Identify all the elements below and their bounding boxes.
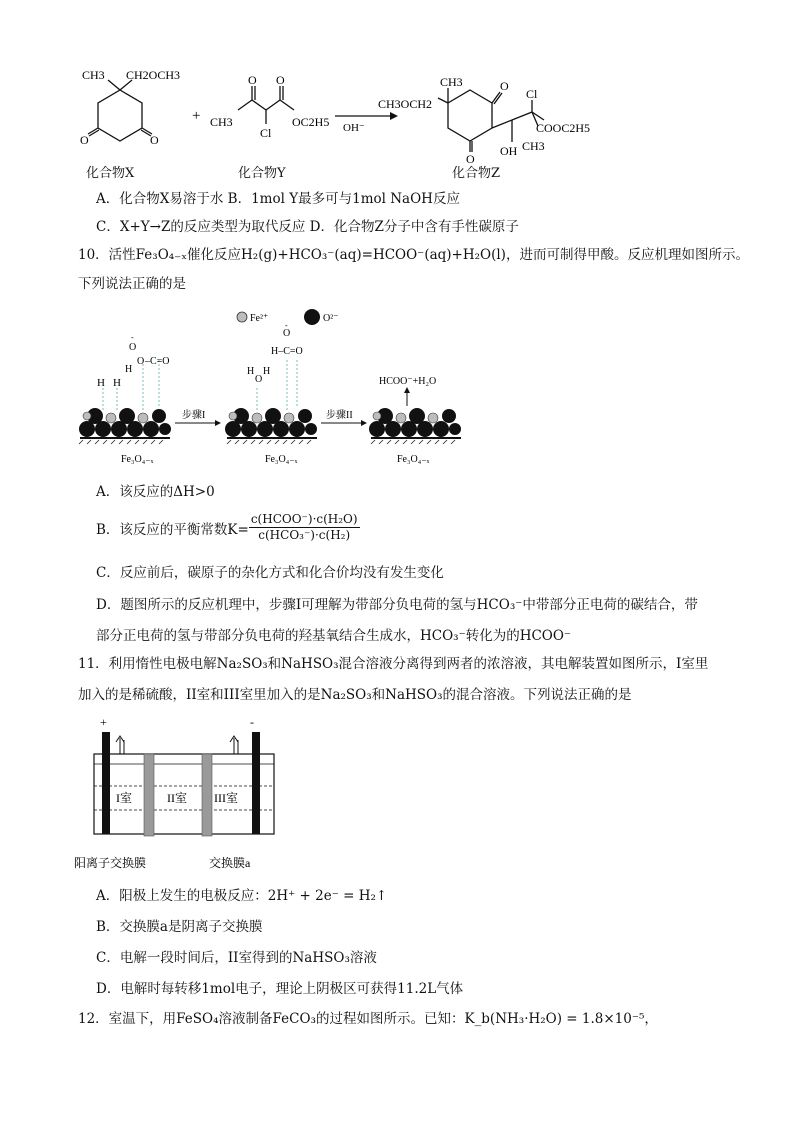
q10-option-b-prefix: B．该反应的平衡常数K= (96, 521, 249, 538)
z-ch3b-label: CH3 (522, 139, 545, 153)
anode-sign: + (100, 715, 107, 729)
room-2-label: II室 (167, 791, 187, 805)
x-ch2och3-label: CH2OCH3 (126, 68, 181, 82)
q9-reaction-scheme (60, 60, 620, 185)
membrane-1-label: 阳离子交换膜 (74, 856, 147, 870)
product-label: HCOO⁻+H₂O (379, 376, 437, 387)
compound-y-structure (238, 86, 294, 124)
surface-1-label: Fe₃O₄₋ₓ (121, 454, 154, 465)
q10-option-b (96, 512, 360, 543)
svg-text:-: - (285, 321, 288, 330)
fraction-denominator: c(HCO₃⁻)·c(H₂) (258, 528, 351, 542)
svg-text:–C=O: –C=O (145, 356, 170, 367)
surface-2 (225, 321, 317, 465)
svg-text:-: - (131, 333, 134, 342)
q11-option-d: D．电解时每转移1mol电子，理论上阴极区可获得11.2L气体 (96, 981, 464, 997)
svg-text:O: O (255, 374, 263, 385)
z-ch3och2-label: CH3OCH2 (378, 97, 433, 111)
q11-stem-line1: 11．利用惰性电极电解Na₂SO₃和NaHSO₃混合溶液分离得到两者的浓溶液，其电解装置如图所示，I室里 (78, 656, 709, 672)
q10-stem-line1: 10．活性Fe₃O₄₋ₓ催化反应H₂(g)+HCO₃⁻(aq)=HCOO⁻(aq)+H₂O(l)，进而可制得甲酸。反应机理如图所示。 (78, 247, 749, 263)
z-ch3-label: CH3 (440, 75, 463, 89)
legend-o-label: O²⁻ (323, 313, 339, 324)
y-o2: O (276, 73, 285, 87)
caption-compound-z: 化合物Z (452, 166, 501, 181)
y-cl-label: Cl (260, 126, 272, 140)
q11-option-b: B．交换膜a是阴离子交换膜 (96, 919, 263, 935)
x-o-right: O (150, 133, 159, 147)
y-o1: O (248, 73, 257, 87)
svg-text:H: H (125, 364, 133, 375)
cation-exchange-membrane (144, 754, 154, 836)
legend-o-dot (304, 309, 320, 325)
z-o1: O (500, 79, 509, 93)
x-ch3-label: CH3 (82, 68, 105, 82)
q11-stem-line2: 加入的是稀硫酸，II室和III室里加入的是Na₂SO₃和NaHSO₃的混合溶液。下列说法正确的是 (78, 687, 632, 703)
q9-options-cd: C．X+Y→Z的反应类型为取代反应 D．化合物Z分子中含有手性碳原子 (96, 219, 519, 235)
q10-option-c: C．反应前后，碳原子的杂化方式和化合价均没有发生变化 (96, 565, 444, 581)
svg-text:O: O (137, 356, 145, 367)
legend-fe-label: Fe²⁺ (250, 313, 269, 324)
room-1-label: I室 (116, 791, 132, 805)
svg-text:H: H (97, 377, 105, 389)
electrolysis-apparatus-diagram (72, 712, 292, 872)
surface-2-label: Fe₃O₄₋ₓ (265, 454, 298, 465)
q10-option-a: A．该反应的ΔH>0 (96, 484, 215, 500)
q10-option-d-line1: D．题图所示的反应机理中，步骤I可理解为带部分负电荷的氢与HCO₃⁻中带部分正电荷的碳结合，带 (96, 597, 698, 613)
z-o2: O (466, 152, 475, 166)
x-o-left: O (80, 133, 89, 147)
caption-compound-y: 化合物Y (238, 166, 286, 181)
surface-3 (369, 376, 461, 465)
svg-text:H: H (247, 366, 255, 377)
q10-option-d-line2: 部分正电荷的氢与带部分负电荷的羟基氧结合生成水，HCO₃⁻转化为的HCOO⁻ (96, 628, 572, 644)
z-cl-label: Cl (526, 87, 538, 101)
svg-text:H: H (263, 366, 271, 377)
room-3-label: III室 (214, 791, 238, 805)
svg-text:O: O (283, 328, 291, 339)
y-ch3-label: CH3 (210, 115, 233, 129)
fraction-numerator: c(HCOO⁻)·c(H₂O) (250, 512, 358, 526)
plus-sign: + (192, 108, 201, 124)
z-oh-label: OH (500, 144, 518, 158)
cathode-electrode (252, 732, 260, 834)
step-2-label: 步骤II (326, 410, 353, 421)
compound-x-structure (88, 80, 152, 141)
surface-1 (79, 333, 171, 465)
q9-options-ab: A．化合物X易溶于水 B．1mol Y最多可与1mol NaOH反应 (96, 191, 460, 207)
membrane-2-label: 交换膜a (209, 856, 251, 870)
z-cooc2h5-label: COOC2H5 (536, 121, 591, 135)
cathode-sign: - (250, 715, 254, 729)
caption-compound-x: 化合物X (86, 166, 135, 181)
legend-fe-dot (237, 312, 247, 322)
q10-mechanism-diagram (75, 302, 475, 468)
equilibrium-fraction (249, 512, 360, 543)
svg-text:H–C=O: H–C=O (271, 346, 303, 357)
anode-electrode (102, 732, 110, 834)
q11-option-c: C．电解一段时间后，II室得到的NaHSO₃溶液 (96, 950, 377, 966)
step-1-label: 步骤I (182, 410, 206, 421)
q10-stem-line2: 下列说法正确的是 (78, 276, 186, 292)
svg-text:O: O (129, 342, 137, 353)
q12-stem-line1: 12．室温下，用FeSO₄溶液制备FeCO₃的过程如图所示。已知：K_b(NH₃·H₂O) = 1.8×10⁻⁵， (78, 1011, 658, 1027)
exchange-membrane-a (202, 754, 212, 836)
svg-text:H: H (113, 377, 121, 389)
surface-3-label: Fe₃O₄₋ₓ (397, 454, 430, 465)
y-oc2h5-label: OC2H5 (292, 115, 330, 129)
q11-option-a: A．阳极上发生的电极反应：2H⁺ + 2e⁻ = H₂↑ (96, 888, 388, 904)
arrow-condition: OH⁻ (343, 122, 365, 134)
